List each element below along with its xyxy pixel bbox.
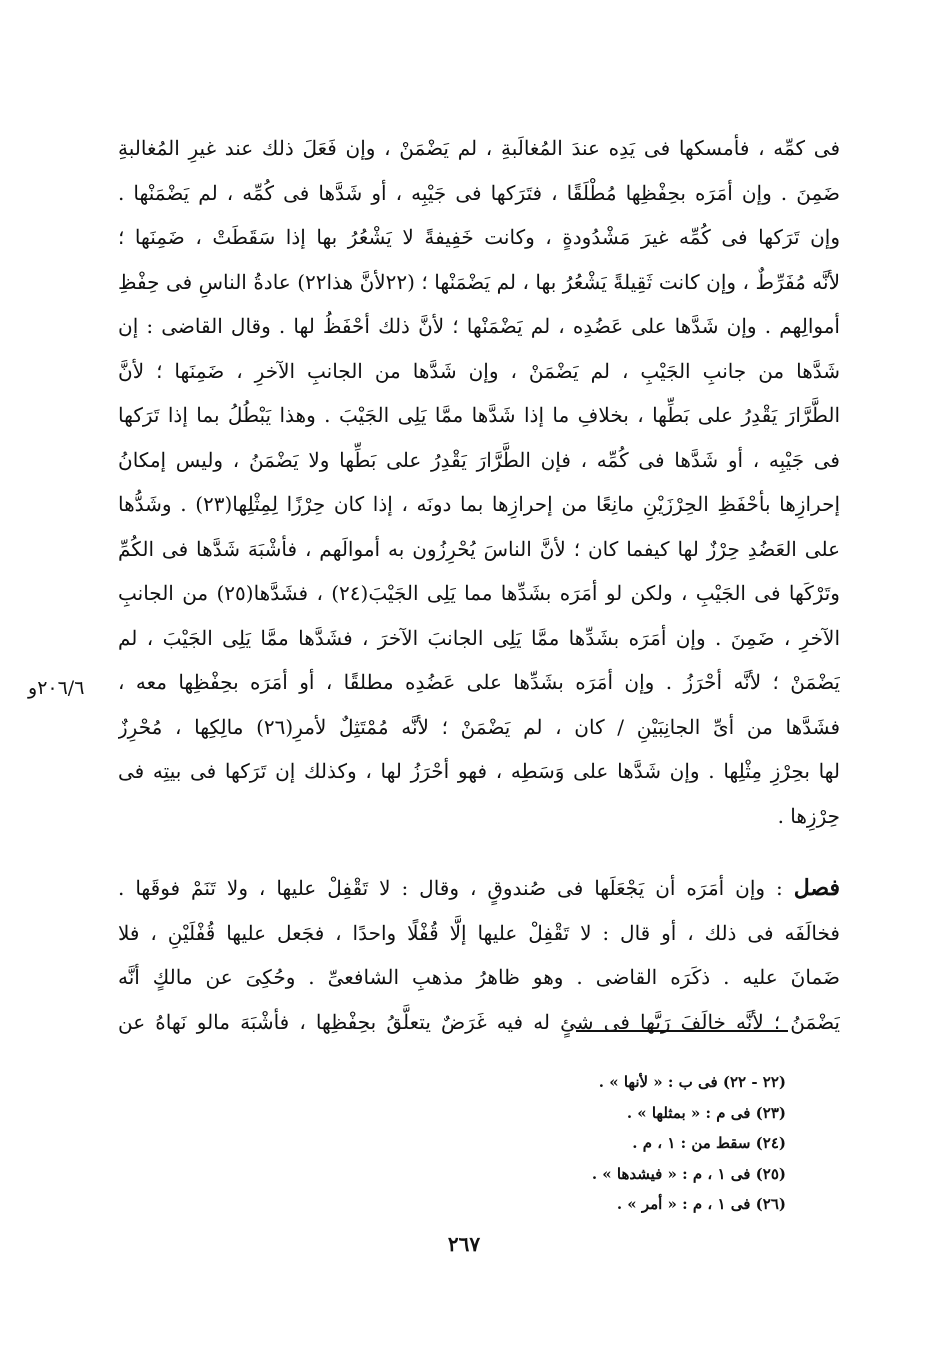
fasl-text: : وإن أمَرَه أن يَجْعَلَها فى صُندوقٍ ، وقال : لا تَقْفِلْ عليها ، ولا تَنَمْ فوقَها . (118, 876, 783, 900)
section-heading: فصل (793, 875, 840, 901)
footnote: (٢٥) فى ١ ، م : « فيشدها » . (591, 1164, 786, 1183)
text-line: لأنَّه مُفَرِّطٌ ، وإن كانت ثَقِيلةً يَشْعُرُ بها ، لم يَضْمَنْها ؛ (٢٢لأنَّ هذا٢٢) عادةُ الناسِ فى حِفْظِ (118, 269, 840, 294)
footnote: (٢٣) فى م : « بمثلها » . (626, 1103, 786, 1122)
footnote-divider (576, 1030, 788, 1032)
paragraph-gap (118, 838, 840, 866)
text-line: لها بحِرْزِ مِثْلِها . وإن شَدَّها على وَسَطِه ، فهو أحْرَزُ لها ، وكذلك إن تَرَكها فى بيتِه فى (118, 759, 840, 783)
text-line: وإن تَرَكها فى كُمِّه غيرَ مَشْدُودةٍ ، وكانت خَفِيفةً لا يَشْعُرُ بها إذا سَقَطَتْ ، ضَمِنَها ؛ (118, 225, 840, 249)
main-text (118, 126, 840, 1044)
text-line: على العَضُدِ حِرْزٌ لها كيفما كان ؛ لأنَّ الناسَ يُحْرِزُون به أموالَهم ، فأشْبَهَ شَدَّها فى الكُمِّ (118, 536, 840, 561)
text-line: يَضْمَنُ ؛ لأنَّه خالَفَ رَبَّها فى شئٍ له فيه غَرَضٌ يتعلَّقُ بحِفْظِها ، فأشْبَهَ مالو نَهاهُ عن (118, 1009, 840, 1034)
text-line: ضَمِنَ . وإن أمَرَه بحِفْظِها مُطْلَقًا ، فتَرَكها فى جَيْبِه ، أو شَدَّها فى كُمِّه ، لم يَضْمَنْها . (118, 180, 840, 205)
text-line: إحرازِها بأحْفَظِ الحِرْزَيْنِ مانِعًا من إحرازِها بما دونَه ، إذا كان حِرْزًا لِمِثْلِها(٢٣) . وشَدُّها (118, 492, 840, 516)
fasl-line (118, 866, 840, 911)
footnote: (٢٦) فى ١ ، م : « أمر » . (616, 1195, 786, 1213)
text-line: أموالِهم . وإن شَدَّها على عَضُدِه ، لم يَضْمَنْها ؛ لأنَّ ذلك أحْفَظُ لها . وقال القاضى : إن (118, 314, 840, 338)
footnote: (٢٢ - ٢٢) فى ب : « لأنها » . (598, 1073, 786, 1091)
text-line: فى جَيْبِه ، أو شَدَّها فى كُمِّه ، فإن الطَّرَّارَ يَقْدِرُ على بَطِّها ولا يَضْمَنُ ، وليس إمكانُ (118, 447, 840, 472)
text-line: وتَرْكَها فى الجَيْبِ ، ولكن لو أمَرَه بشَدِّها مما يَلِى الجَيْبَ(٢٤) ، فشَدَّها(٢٥) من الجانبِ (118, 581, 840, 605)
footnote: (٢٤) سقط من : ١ ، م . (632, 1134, 786, 1152)
manuscript-folio-note: ٢٠٦/٦و (28, 677, 85, 699)
text-line: فخالَفَه فى ذلك ، أو قال : لا تَقْفِلْ عليها إلَّا قُفْلًا واحدًا ، فجَعل عليها قُفْلَيْنِ ، فلا (118, 920, 840, 945)
text-line: حِرْزِها . (777, 803, 840, 828)
text-line: الطَّرَّارَ يَقْدِرُ على بَطِّها ، بخلافِ ما إذا شَدَّها ممَّا يَلِى الجَيْبَ . وهذا يَبْطُلُ بما إذا تَرَكها (118, 403, 840, 427)
text-line: الآخرِ ، ضَمِنَ . وإن أمَرَه بشَدِّها ممَّا يَلِى الجانبَ الآخرَ ، فشَدَّها ممَّا يَلِى الجَيْبَ ، لم (118, 625, 840, 650)
footnotes (386, 1067, 786, 1220)
text-line: شَدَّها من جانبِ الجَيْبِ ، لم يَضْمَنْ ، وإن شَدَّها من الجانبِ الآخرِ ، ضَمِنَها ؛ لأنَّ (118, 358, 840, 383)
text-line: فى كمِّه ، فأمسكها فى يَدِه عندَ المُغالَبةِ ، لم يَضْمَنْ ، وإن فَعَلَ ذلك عند غيرِ المُغالبةِ (118, 136, 840, 160)
text-line: فشَدَّها من أىِّ الجانِبَيْنِ / كان ، لم يَضْمَنْ ؛ لأنَّه مُمْتَثِلٌ لأمرِ(٢٦) مالِكِها ، مُحْرِزٌ (118, 714, 840, 739)
page-number: ٢٦٧ (447, 1232, 481, 1256)
text-line: ضَمانَ عليه . ذكَرَه القاضى . وهو ظاهرُ مذهبِ الشافعىِّ . وحُكِىَ عن مالكٍ أنَّه (118, 965, 840, 989)
text-line: يَضْمَنْ ؛ لأنَّه أحْرَزُ . وإن أمَرَه بشَدِّها على عَضُدِه مطلقًا ، أو أمَرَه بحِفْظِها معه ، (118, 670, 840, 694)
